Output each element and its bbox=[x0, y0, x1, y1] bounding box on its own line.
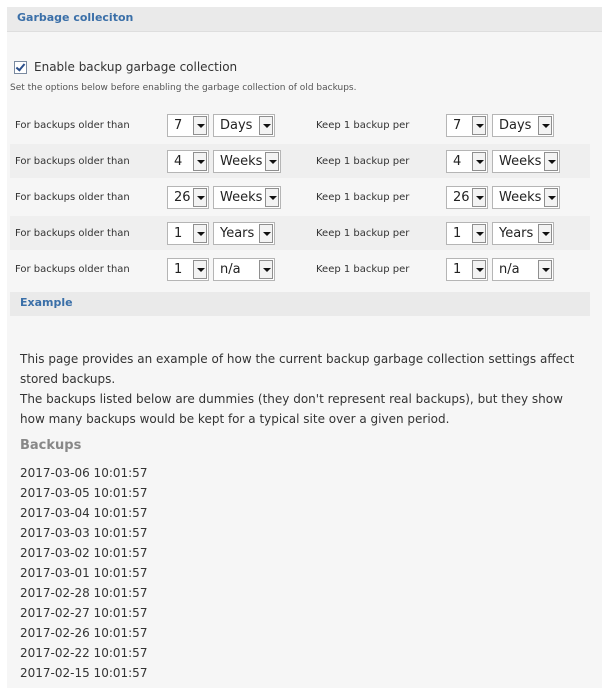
keep-unit-select[interactable]: Years bbox=[492, 222, 554, 245]
keep-value-select[interactable]: 1 bbox=[446, 258, 488, 281]
rule-age-label: For backups older than bbox=[15, 227, 130, 239]
enable-gc-row[interactable] bbox=[14, 60, 237, 74]
list-item: 2017-02-22 10:01:57 bbox=[20, 646, 148, 660]
keep-unit-select[interactable]: n/a bbox=[492, 258, 554, 281]
example-description bbox=[20, 349, 580, 429]
keep-unit-select[interactable]: Days bbox=[492, 114, 554, 137]
age-value-select[interactable]: 1 bbox=[167, 222, 209, 245]
keep-unit-select[interactable]: Weeks bbox=[492, 150, 560, 173]
chevron-down-icon[interactable] bbox=[193, 152, 207, 171]
enable-gc-checkbox[interactable] bbox=[14, 61, 27, 74]
chevron-down-icon[interactable] bbox=[538, 116, 552, 135]
list-item: 2017-03-05 10:01:57 bbox=[20, 486, 148, 500]
chevron-down-icon[interactable] bbox=[538, 260, 552, 279]
rule-age-label: For backups older than bbox=[15, 263, 130, 275]
list-item: 2017-02-26 10:01:57 bbox=[20, 626, 148, 640]
rule-age-label: For backups older than bbox=[15, 155, 130, 167]
rule-row bbox=[10, 180, 590, 214]
rule-row bbox=[10, 144, 590, 178]
rule-keep-label: Keep 1 backup per bbox=[316, 119, 410, 131]
chevron-down-icon[interactable] bbox=[259, 116, 273, 135]
list-item: 2017-03-03 10:01:57 bbox=[20, 526, 148, 540]
backups-list bbox=[20, 463, 147, 683]
chevron-down-icon[interactable] bbox=[538, 224, 552, 243]
rule-keep-label: Keep 1 backup per bbox=[316, 263, 410, 275]
chevron-down-icon[interactable] bbox=[259, 260, 273, 279]
chevron-down-icon[interactable] bbox=[472, 224, 486, 243]
chevron-down-icon[interactable] bbox=[193, 116, 207, 135]
chevron-down-icon[interactable] bbox=[259, 224, 273, 243]
rule-row bbox=[10, 216, 590, 250]
list-item: 2017-03-06 10:01:57 bbox=[20, 466, 148, 480]
rule-row bbox=[10, 108, 590, 142]
age-value-select[interactable]: 26 bbox=[167, 186, 209, 209]
age-unit-select[interactable]: Days bbox=[213, 114, 275, 137]
chevron-down-icon[interactable] bbox=[472, 260, 486, 279]
chevron-down-icon[interactable] bbox=[265, 152, 279, 171]
list-item: 2017-03-01 10:01:57 bbox=[20, 566, 148, 580]
enable-gc-label[interactable]: Enable backup garbage collection bbox=[34, 60, 238, 74]
rule-age-label: For backups older than bbox=[15, 119, 130, 131]
keep-value-select[interactable]: 26 bbox=[446, 186, 488, 209]
keep-value-select[interactable]: 4 bbox=[446, 150, 488, 173]
age-unit-select[interactable]: Years bbox=[213, 222, 275, 245]
chevron-down-icon[interactable] bbox=[193, 188, 207, 207]
example-paragraph: This page provides an example of how the current backup garbage collection settings affect stored backups. bbox=[20, 352, 575, 386]
rule-keep-label: Keep 1 backup per bbox=[316, 227, 410, 239]
list-item: 2017-03-02 10:01:57 bbox=[20, 546, 148, 560]
rule-row bbox=[10, 252, 590, 286]
backups-heading: Backups bbox=[20, 438, 82, 453]
age-unit-select[interactable]: Weeks bbox=[213, 150, 281, 173]
chevron-down-icon[interactable] bbox=[193, 224, 207, 243]
list-item: 2017-02-28 10:01:57 bbox=[20, 586, 148, 600]
chevron-down-icon[interactable] bbox=[265, 188, 279, 207]
chevron-down-icon[interactable] bbox=[472, 152, 486, 171]
rule-keep-label: Keep 1 backup per bbox=[316, 155, 410, 167]
list-item: 2017-02-27 10:01:57 bbox=[20, 606, 148, 620]
example-section-title: Example bbox=[10, 292, 590, 316]
list-item: 2017-02-15 10:01:57 bbox=[20, 666, 148, 680]
keep-unit-select[interactable]: Weeks bbox=[492, 186, 560, 209]
age-value-select[interactable]: 4 bbox=[167, 150, 209, 173]
rule-keep-label: Keep 1 backup per bbox=[316, 191, 410, 203]
chevron-down-icon[interactable] bbox=[472, 188, 486, 207]
chevron-down-icon[interactable] bbox=[193, 260, 207, 279]
age-value-select[interactable]: 1 bbox=[167, 258, 209, 281]
age-value-select[interactable]: 7 bbox=[167, 114, 209, 137]
keep-value-select[interactable]: 7 bbox=[446, 114, 488, 137]
rule-age-label: For backups older than bbox=[15, 191, 130, 203]
chevron-down-icon[interactable] bbox=[544, 152, 558, 171]
keep-value-select[interactable]: 1 bbox=[446, 222, 488, 245]
list-item: 2017-03-04 10:01:57 bbox=[20, 506, 148, 520]
chevron-down-icon[interactable] bbox=[472, 116, 486, 135]
gc-hint-text: Set the options below before enabling the garbage collection of old backups. bbox=[10, 83, 357, 93]
panel-title: Garbage colleciton bbox=[7, 7, 602, 32]
example-paragraph: The backups listed below are dummies (they don't represent real backups), but they show how many backups would be kept for a typical site over a given period. bbox=[20, 392, 563, 426]
age-unit-select[interactable]: Weeks bbox=[213, 186, 281, 209]
chevron-down-icon[interactable] bbox=[544, 188, 558, 207]
age-unit-select[interactable]: n/a bbox=[213, 258, 275, 281]
